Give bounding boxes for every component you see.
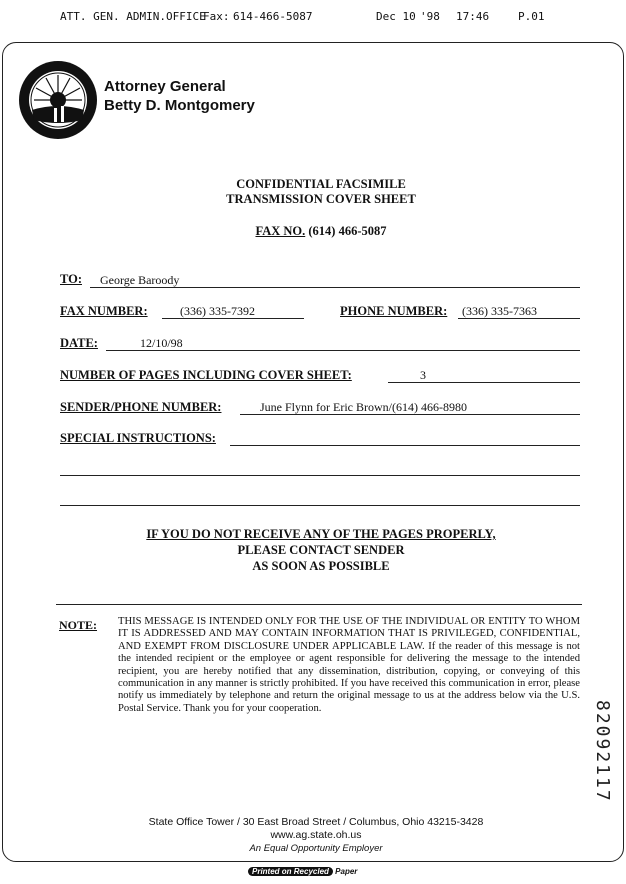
to-label: TO: bbox=[60, 272, 82, 286]
footer-equal-opportunity: An Equal Opportunity Employer bbox=[249, 843, 383, 854]
fax-year: '98 bbox=[420, 10, 440, 23]
fax-number-label: FAX NUMBER: bbox=[60, 304, 148, 318]
special-underline-3 bbox=[60, 505, 580, 506]
letterhead-title bbox=[104, 77, 255, 115]
letterhead-office: Attorney General bbox=[104, 78, 226, 95]
notice-line3: AS SOON AS POSSIBLE bbox=[252, 559, 390, 573]
cover-title-line1: CONFIDENTIAL FACSIMILE bbox=[236, 177, 406, 191]
fax-page: P.01 bbox=[518, 10, 545, 23]
date-underline bbox=[106, 350, 580, 351]
letterhead-name: Betty D. Montgomery bbox=[104, 97, 255, 114]
recycled-tail: Paper bbox=[335, 867, 358, 876]
fax-number-underline bbox=[162, 318, 304, 319]
footer-address-block bbox=[136, 816, 496, 855]
fax-number: 614-466-5087 bbox=[233, 10, 313, 23]
pages-underline bbox=[388, 382, 580, 383]
footer-website: www.ag.state.oh.us bbox=[270, 829, 362, 841]
phone-number-field bbox=[340, 304, 447, 319]
special-instructions-label: SPECIAL INSTRUCTIONS: bbox=[60, 431, 216, 445]
fax-number-value: (336) 335-7392 bbox=[180, 304, 255, 318]
phone-number-underline bbox=[458, 318, 580, 319]
pages-value: 3 bbox=[420, 368, 426, 382]
document-id: 82092117 bbox=[592, 700, 613, 803]
notice-line2: PLEASE CONTACT SENDER bbox=[237, 543, 405, 557]
pages-label: NUMBER OF PAGES INCLUDING COVER SHEET: bbox=[60, 368, 352, 382]
special-instructions-field bbox=[60, 431, 216, 446]
sender-underline bbox=[240, 414, 580, 415]
footer-address: State Office Tower / 30 East Broad Street / Columbus, Ohio 43215-3428 bbox=[148, 816, 484, 828]
notice-line1: IF YOU DO NOT RECEIVE ANY OF THE PAGES PROPERLY, bbox=[146, 527, 496, 541]
cover-fax-label: FAX NO. bbox=[255, 224, 306, 238]
state-seal-icon bbox=[18, 60, 98, 140]
cover-sheet-title bbox=[218, 177, 424, 207]
fax-date: Dec 10 bbox=[376, 10, 416, 23]
cover-title-line2: TRANSMISSION COVER SHEET bbox=[226, 192, 416, 206]
to-field bbox=[60, 272, 82, 287]
sender-field bbox=[60, 400, 221, 415]
special-underline-2 bbox=[60, 475, 580, 476]
special-underline-1 bbox=[230, 445, 580, 446]
cover-fax-value: (614) 466-5087 bbox=[308, 224, 387, 238]
fax-label: Fax: bbox=[203, 10, 230, 23]
note-label: NOTE: bbox=[59, 618, 98, 632]
date-field bbox=[60, 336, 98, 351]
to-value: George Baroody bbox=[100, 273, 180, 287]
fax-sender: ATT. GEN. ADMIN.OFFICE bbox=[60, 10, 206, 23]
sender-label: SENDER/PHONE NUMBER: bbox=[60, 400, 222, 414]
cover-fax-number bbox=[218, 224, 424, 239]
date-label: DATE: bbox=[60, 336, 98, 350]
recycled-paper-note bbox=[248, 867, 357, 876]
phone-number-value: (336) 335-7363 bbox=[462, 304, 537, 318]
contact-notice bbox=[130, 526, 512, 574]
sender-value: June Flynn for Eric Brown/(614) 466-8980 bbox=[260, 400, 467, 414]
fax-time: 17:46 bbox=[456, 10, 490, 23]
to-underline bbox=[90, 287, 580, 288]
confidentiality-notice: THIS MESSAGE IS INTENDED ONLY FOR THE USE OF THE INDIVIDUAL OR ENTITY TO WHOM IT IS ADDRESSED AND MAY CONTAIN INFORMATION THAT IS PRIVILEGED, CONFIDENTIAL, AND EXEMPT FROM DISCLOSURE UNDER APPLICABLE LAW. If the reader of this message is not the intended recipient or the employee or agent responsible for delivering the message to the intended recipient, you are hereby notified that any dissemination, distribution, copying, or conveying of this communication in any manner is strictly prohibited. If you have received this communication in error, please notify us immediately by telephone and return the original message to us at the address below via the U.S. Postal Service. Thank you for your cooperation. bbox=[118, 616, 580, 714]
recycled-pill: Printed on Recycled bbox=[248, 867, 333, 876]
fax-number-field bbox=[60, 304, 148, 319]
phone-number-label: PHONE NUMBER: bbox=[340, 304, 448, 318]
pages-field bbox=[60, 368, 352, 383]
date-value: 12/10/98 bbox=[140, 336, 183, 350]
